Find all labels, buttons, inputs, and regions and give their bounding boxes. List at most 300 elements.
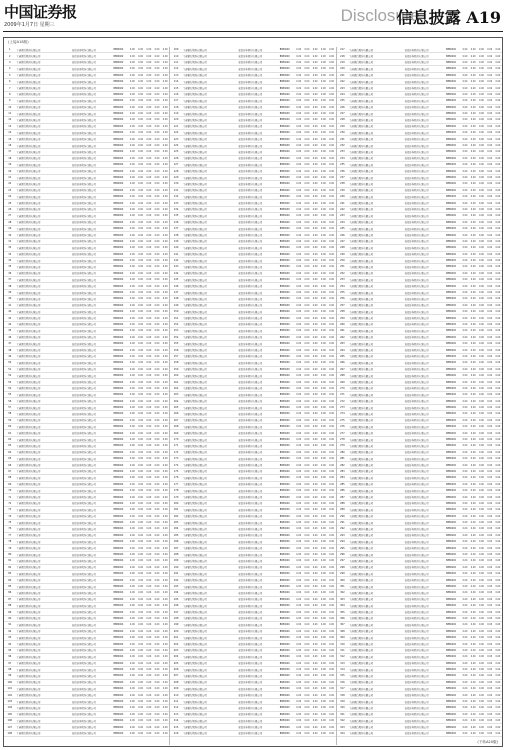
row-num: 0.00 — [470, 616, 476, 620]
row-name: 工商银行股份有限公司 — [182, 483, 207, 487]
row-code: B880000 — [446, 195, 456, 199]
row-desc: 安信证券股份有限公司 — [238, 687, 263, 691]
row-seq: 302 — [340, 591, 345, 595]
row-num: 0.00 — [129, 220, 135, 224]
row-code: B880000 — [279, 291, 290, 295]
row-num: 0.00 — [146, 469, 152, 473]
row-num: 0.00 — [138, 220, 144, 224]
row-num: 0.00 — [462, 259, 468, 263]
row-num: 0.00 — [487, 195, 493, 199]
row-name: 工商银行股份有限公司 — [349, 150, 374, 154]
row-desc: 安信证券股份有限公司 — [238, 457, 263, 461]
row-num: 0.00 — [329, 623, 334, 627]
row-num: 0.00 — [296, 176, 302, 179]
row-code: B880000 — [446, 425, 456, 429]
row-desc: 安信证券股份有限公司 — [71, 655, 96, 659]
row-desc: 安信证券股份有限公司 — [404, 80, 429, 84]
row-seq: 12 — [8, 118, 12, 122]
row-name: 工商银行股份有限公司 — [16, 227, 41, 231]
row-num: 0.00 — [312, 54, 318, 58]
row-num: 0.00 — [495, 380, 501, 384]
row-num: 0.00 — [329, 86, 334, 90]
row-num: 0.00 — [162, 597, 168, 601]
row-num: 0.00 — [470, 105, 476, 109]
row-num: 0.00 — [495, 725, 501, 729]
row-num: 0.00 — [146, 540, 152, 544]
row-num: 0.00 — [320, 386, 326, 390]
row-num: 0.00 — [320, 354, 326, 358]
row-num: 0.00 — [296, 233, 302, 237]
row-name: 工商银行股份有限公司 — [182, 227, 207, 231]
row-num: 0.00 — [329, 214, 334, 218]
row-num: 0.00 — [462, 310, 468, 314]
row-num: 0.00 — [329, 310, 334, 314]
row-num: 0.00 — [320, 48, 326, 52]
row-num: 0.00 — [154, 661, 160, 665]
row-num: 0.00 — [138, 214, 144, 218]
row-seq: 132 — [173, 195, 179, 199]
row-code: B880000 — [113, 553, 124, 557]
row-desc: 安信证券股份有限公司 — [71, 195, 96, 199]
row-num: 0.00 — [495, 578, 501, 582]
row-num: 0.00 — [138, 482, 144, 486]
row-num: 0.00 — [462, 687, 468, 691]
row-num: 0.00 — [470, 431, 476, 435]
row-seq: 48 — [8, 348, 12, 352]
row-seq: 186 — [173, 540, 179, 544]
row-num: 0.00 — [162, 680, 168, 684]
row-num: 0.00 — [320, 124, 326, 128]
row-num: 0.00 — [479, 73, 484, 77]
row-num: 0.00 — [470, 201, 476, 205]
row-num: 0.00 — [138, 597, 144, 601]
row-num: 0.00 — [162, 374, 168, 378]
row-num: 0.00 — [479, 591, 484, 595]
row-seq: 10 — [8, 105, 12, 109]
row-num: 0.00 — [146, 533, 152, 537]
row-code: B880000 — [446, 233, 456, 237]
row-num: 0.00 — [138, 354, 144, 358]
row-desc: 安信证券股份有限公司 — [404, 361, 429, 365]
row-num: 0.00 — [138, 252, 144, 256]
row-num: 0.00 — [304, 156, 310, 160]
row-code: B880000 — [446, 565, 456, 569]
row-code: B880000 — [279, 374, 290, 378]
row-seq: 207 — [173, 674, 179, 678]
row-num: 0.00 — [162, 342, 168, 346]
row-name: 工商银行股份有限公司 — [349, 451, 374, 455]
row-num: 0.00 — [487, 150, 493, 154]
row-name: 工商银行股份有限公司 — [16, 400, 41, 404]
row-seq: 252 — [340, 271, 345, 275]
row-code: B880000 — [279, 176, 290, 179]
row-num: 0.00 — [329, 578, 334, 582]
row-num: 0.00 — [129, 265, 135, 269]
row-seq: 96 — [8, 655, 12, 659]
row-desc: 安信证券股份有限公司 — [71, 643, 96, 647]
row-num: 0.00 — [162, 700, 168, 704]
row-code: B880000 — [113, 489, 124, 493]
row-code: B880000 — [113, 533, 124, 537]
row-num: 0.00 — [470, 623, 476, 627]
row-num: 0.00 — [320, 406, 326, 410]
row-num: 0.00 — [320, 367, 326, 371]
row-num: 0.00 — [487, 118, 493, 122]
row-num: 0.00 — [479, 693, 484, 697]
row-num: 0.00 — [154, 239, 160, 243]
row-name: 工商银行股份有限公司 — [349, 157, 374, 161]
row-num: 0.00 — [129, 335, 135, 339]
row-num: 0.00 — [320, 674, 326, 678]
row-num: 0.00 — [487, 533, 493, 537]
row-seq: 149 — [173, 303, 179, 307]
row-desc: 安信证券股份有限公司 — [404, 208, 429, 212]
row-num: 0.00 — [138, 201, 144, 205]
row-num: 0.00 — [312, 482, 318, 486]
row-num: 0.00 — [320, 597, 326, 601]
row-num: 0.00 — [146, 54, 152, 58]
row-num: 0.00 — [470, 668, 476, 672]
row-name: 工商银行股份有限公司 — [16, 534, 41, 538]
row-code: B880000 — [446, 495, 456, 499]
row-num: 0.00 — [162, 578, 168, 582]
row-num: 0.00 — [162, 457, 168, 461]
row-num: 0.00 — [154, 508, 160, 512]
row-desc: 安信证券股份有限公司 — [71, 623, 96, 627]
row-num: 0.00 — [479, 438, 484, 442]
row-num: 0.00 — [162, 131, 168, 135]
row-num: 0.00 — [462, 150, 468, 154]
row-num: 0.00 — [296, 655, 302, 659]
row-num: 0.00 — [495, 73, 501, 77]
row-num: 0.00 — [296, 604, 302, 608]
row-num: 0.00 — [162, 233, 168, 237]
row-num: 0.00 — [487, 227, 493, 231]
row-code: B880000 — [113, 731, 124, 735]
row-seq: 282 — [340, 463, 345, 467]
row-num: 0.00 — [320, 169, 326, 173]
row-name: 工商银行股份有限公司 — [349, 655, 374, 659]
row-num: 0.00 — [138, 278, 144, 282]
row-name: 工商银行股份有限公司 — [16, 202, 41, 206]
row-num: 0.00 — [312, 527, 318, 531]
row-code: B880000 — [113, 73, 124, 77]
row-num: 0.00 — [129, 80, 135, 84]
row-num: 0.00 — [479, 655, 484, 659]
row-num: 0.00 — [329, 469, 334, 473]
row-num: 0.00 — [329, 399, 334, 403]
row-num: 0.00 — [312, 201, 318, 205]
row-code: B880000 — [279, 693, 290, 697]
row-num: 0.00 — [129, 67, 135, 71]
row-num: 0.00 — [129, 476, 135, 480]
row-num: 0.00 — [495, 92, 501, 96]
row-code: B880000 — [446, 482, 456, 486]
row-name: 工商银行股份有限公司 — [16, 521, 41, 525]
row-code: B880000 — [279, 188, 290, 192]
row-desc: 安信证券股份有限公司 — [238, 419, 263, 423]
row-num: 0.00 — [487, 233, 493, 237]
row-num: 0.00 — [296, 533, 302, 537]
row-num: 0.00 — [470, 731, 476, 735]
row-num: 0.00 — [462, 540, 468, 544]
row-seq: 93 — [8, 636, 12, 640]
row-num: 0.00 — [154, 712, 160, 716]
row-name: 工商银行股份有限公司 — [16, 240, 41, 244]
row-seq: 205 — [173, 661, 179, 665]
row-num: 0.00 — [296, 527, 302, 531]
row-seq: 227 — [340, 112, 345, 116]
row-num: 0.00 — [470, 99, 476, 103]
row-num: 0.00 — [304, 623, 310, 627]
row-num: 0.00 — [320, 297, 326, 301]
row-num: 0.00 — [138, 239, 144, 243]
row-num: 0.00 — [304, 316, 310, 320]
row-desc: 安信证券股份有限公司 — [71, 368, 96, 372]
row-seq: 84 — [8, 578, 12, 582]
row-name: 工商银行股份有限公司 — [182, 272, 207, 276]
row-seq: 169 — [173, 431, 179, 435]
row-code: B880000 — [113, 54, 124, 58]
row-desc: 安信证券股份有限公司 — [71, 502, 96, 506]
row-code: B880000 — [446, 220, 456, 224]
row-num: 0.00 — [162, 195, 168, 199]
row-name: 工商银行股份有限公司 — [16, 297, 41, 301]
row-name: 工商银行股份有限公司 — [182, 726, 207, 730]
row-num: 0.00 — [470, 367, 476, 371]
row-code: B880000 — [113, 131, 124, 135]
row-desc: 安信证券股份有限公司 — [404, 425, 429, 429]
row-desc: 安信证券股份有限公司 — [71, 272, 96, 276]
row-num: 0.00 — [304, 92, 310, 96]
row-seq: 145 — [173, 278, 179, 282]
row-num: 0.00 — [154, 329, 160, 333]
row-num: 0.00 — [296, 553, 302, 557]
row-name: 工商银行股份有限公司 — [182, 515, 207, 519]
row-seq: 297 — [340, 559, 345, 563]
row-num: 0.00 — [146, 291, 152, 295]
row-num: 0.00 — [312, 412, 318, 416]
row-num: 0.00 — [320, 182, 326, 186]
row-num: 0.00 — [138, 616, 144, 620]
row-seq: 59 — [8, 418, 12, 422]
row-num: 0.00 — [304, 48, 310, 52]
row-num: 0.00 — [329, 642, 334, 646]
row-name: 工商银行股份有限公司 — [349, 374, 374, 378]
row-num: 0.00 — [146, 322, 152, 326]
row-num: 0.00 — [162, 431, 168, 435]
row-desc: 安信证券股份有限公司 — [238, 476, 263, 480]
row-desc: 安信证券股份有限公司 — [404, 189, 429, 193]
row-num: 0.00 — [304, 604, 310, 608]
row-code: B880000 — [113, 137, 124, 141]
row-seq: 243 — [340, 214, 345, 218]
row-desc: 安信证券股份有限公司 — [71, 425, 96, 429]
row-code: B880000 — [446, 86, 456, 90]
row-seq: 22 — [8, 182, 12, 186]
row-seq: 208 — [173, 680, 179, 684]
row-num: 0.00 — [304, 291, 310, 295]
row-desc: 安信证券股份有限公司 — [71, 636, 96, 640]
row-num: 0.00 — [129, 457, 135, 461]
row-num: 0.00 — [296, 386, 302, 390]
row-num: 0.00 — [162, 169, 168, 173]
row-num: 0.00 — [154, 616, 160, 620]
row-num: 0.00 — [487, 623, 493, 627]
row-desc: 安信证券股份有限公司 — [238, 412, 263, 416]
row-num: 0.00 — [129, 463, 135, 467]
row-num: 0.00 — [138, 514, 144, 518]
row-code: B880000 — [113, 559, 124, 563]
row-num: 0.00 — [479, 687, 484, 691]
row-num: 0.00 — [312, 476, 318, 480]
row-name: 工商银行股份有限公司 — [16, 393, 41, 397]
row-seq: 203 — [173, 648, 179, 652]
row-num: 0.00 — [146, 636, 152, 640]
row-seq: 177 — [173, 482, 179, 486]
row-code: B880000 — [446, 655, 456, 659]
row-seq: 5 — [8, 73, 11, 77]
row-desc: 安信证券股份有限公司 — [71, 80, 96, 84]
row-seq: 204 — [173, 655, 179, 659]
row-num: 0.00 — [138, 80, 144, 84]
row-num: 0.00 — [487, 412, 493, 416]
row-num: 0.00 — [320, 156, 326, 160]
row-seq: 151 — [173, 316, 179, 320]
row-num: 0.00 — [487, 201, 493, 205]
row-num: 0.00 — [479, 316, 484, 320]
row-desc: 安信证券股份有限公司 — [238, 681, 263, 685]
row-name: 工商银行股份有限公司 — [182, 623, 207, 627]
row-name: 工商银行股份有限公司 — [349, 170, 374, 174]
row-desc: 安信证券股份有限公司 — [71, 406, 96, 410]
row-num: 0.00 — [146, 418, 152, 422]
row-num: 0.00 — [329, 386, 334, 390]
row-name: 工商银行股份有限公司 — [349, 559, 374, 563]
row-num: 0.00 — [154, 629, 160, 633]
row-seq: 79 — [8, 546, 12, 550]
row-num: 0.00 — [495, 354, 501, 358]
row-name: 工商银行股份有限公司 — [349, 195, 374, 199]
row-seq: 304 — [340, 604, 345, 608]
row-num: 0.00 — [296, 648, 302, 652]
row-num: 0.00 — [129, 495, 135, 499]
row-num: 0.00 — [304, 233, 310, 237]
row-num: 0.00 — [329, 585, 334, 588]
row-desc: 安信证券股份有限公司 — [71, 387, 96, 391]
row-name: 工商银行股份有限公司 — [182, 291, 207, 295]
row-desc: 安信证券股份有限公司 — [238, 214, 263, 218]
row-num: 0.00 — [296, 706, 302, 710]
row-seq: 122 — [173, 131, 179, 135]
row-num: 0.00 — [487, 674, 493, 678]
row-num: 0.00 — [470, 533, 476, 537]
row-seq: 7 — [8, 86, 11, 90]
row-num: 0.00 — [154, 195, 160, 199]
row-num: 0.00 — [479, 124, 484, 128]
row-name: 工商银行股份有限公司 — [16, 221, 41, 225]
row-num: 0.00 — [304, 553, 310, 557]
row-num: 0.00 — [462, 92, 468, 96]
row-num: 0.00 — [162, 48, 168, 52]
row-num: 0.00 — [462, 176, 468, 179]
row-num: 0.00 — [129, 60, 135, 64]
row-num: 0.00 — [495, 156, 501, 160]
row-name: 工商银行股份有限公司 — [182, 208, 207, 212]
row-num: 0.00 — [296, 501, 302, 505]
row-name: 工商银行股份有限公司 — [16, 381, 41, 384]
row-seq: 13 — [8, 124, 12, 128]
row-num: 0.00 — [320, 227, 326, 231]
row-num: 0.00 — [129, 322, 135, 326]
row-num: 0.00 — [146, 693, 152, 697]
row-code: B880000 — [113, 176, 124, 179]
row-num: 0.00 — [462, 131, 468, 135]
row-desc: 安信证券股份有限公司 — [71, 246, 96, 250]
row-code: B880000 — [113, 623, 124, 627]
row-num: 0.00 — [487, 342, 493, 346]
row-seq: 180 — [173, 501, 179, 505]
row-num: 0.00 — [329, 195, 334, 199]
row-seq: 210 — [173, 693, 179, 697]
row-desc: 安信证券股份有限公司 — [404, 636, 429, 640]
row-desc: 安信证券股份有限公司 — [238, 150, 263, 154]
row-num: 0.00 — [312, 163, 318, 167]
row-code: B880000 — [113, 393, 124, 397]
row-code: B880000 — [279, 623, 290, 627]
row-num: 0.00 — [329, 655, 334, 659]
row-seq: 259 — [340, 316, 345, 320]
row-name: 工商银行股份有限公司 — [16, 457, 41, 461]
row-code: B880000 — [446, 316, 456, 320]
row-num: 0.00 — [162, 367, 168, 371]
row-num: 0.00 — [162, 291, 168, 295]
row-code: B880000 — [113, 572, 124, 576]
row-name: 工商银行股份有限公司 — [182, 278, 207, 282]
row-num: 0.00 — [304, 629, 310, 633]
row-num: 0.00 — [312, 712, 318, 716]
row-num: 0.00 — [312, 495, 318, 499]
table-row — [170, 731, 335, 737]
row-seq: 70 — [8, 489, 12, 493]
row-num: 0.00 — [329, 706, 334, 710]
row-num: 0.00 — [162, 176, 168, 179]
row-num: 0.00 — [320, 719, 326, 723]
row-num: 0.00 — [470, 501, 476, 505]
row-desc: 安信证券股份有限公司 — [71, 706, 96, 710]
row-num: 0.00 — [154, 67, 160, 71]
row-num: 0.00 — [129, 399, 135, 403]
row-num: 0.00 — [146, 233, 152, 237]
row-num: 0.00 — [495, 604, 501, 608]
row-name: 工商银行股份有限公司 — [16, 189, 41, 193]
row-num: 0.00 — [304, 380, 310, 384]
row-num: 0.00 — [146, 572, 152, 576]
row-seq: 19 — [8, 163, 12, 167]
row-num: 0.00 — [154, 259, 160, 263]
row-seq: 263 — [340, 342, 345, 346]
row-num: 0.00 — [154, 335, 160, 339]
row-seq: 76 — [8, 527, 12, 531]
row-code: B880000 — [113, 386, 124, 390]
row-num: 0.00 — [479, 335, 484, 339]
row-desc: 安信证券股份有限公司 — [71, 687, 96, 691]
row-code: B880000 — [279, 476, 290, 480]
row-seq: 182 — [173, 514, 179, 518]
row-num: 0.00 — [487, 514, 493, 518]
row-code: B880000 — [279, 182, 290, 186]
row-num: 0.00 — [304, 220, 310, 224]
